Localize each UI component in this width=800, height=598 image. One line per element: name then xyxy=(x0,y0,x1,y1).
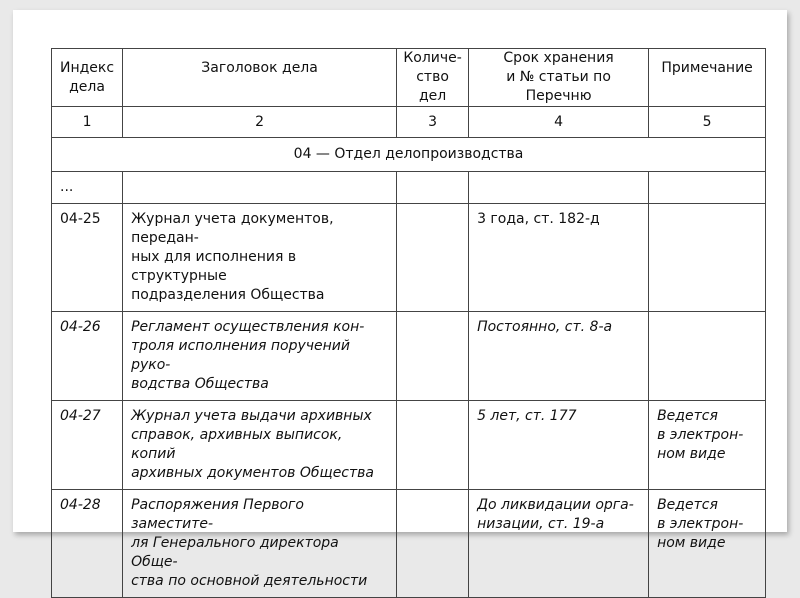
table-row xyxy=(52,312,766,401)
row-index: 04-27 xyxy=(52,401,123,490)
header-note: Примечание xyxy=(649,49,766,107)
row-count xyxy=(397,312,469,401)
row-note xyxy=(649,312,766,401)
column-number: 3 xyxy=(397,107,469,138)
row-title: Распоряжения Первого заместите- ля Генерального директора Обще- ства по основной деятельности xyxy=(123,490,397,598)
row-term: 5 лет, ст. 177 xyxy=(469,401,649,490)
ellipsis: ... xyxy=(52,172,123,204)
row-term: 3 года, ст. 182-д xyxy=(469,204,649,312)
row-term: До ликвидации орга- низации, ст. 19-а xyxy=(469,490,649,598)
row-index: 04-26 xyxy=(52,312,123,401)
table-row xyxy=(52,204,766,312)
ellipsis-row xyxy=(52,172,766,204)
column-number: 4 xyxy=(469,107,649,138)
document-sheet xyxy=(13,10,787,589)
row-note: Ведется в электрон- ном виде xyxy=(649,490,766,598)
column-number: 2 xyxy=(123,107,397,138)
column-number: 1 xyxy=(52,107,123,138)
row-index: 04-28 xyxy=(52,490,123,598)
column-numbers-row xyxy=(52,107,766,138)
row-note: Ведется в электрон- ном виде xyxy=(649,401,766,490)
row-count xyxy=(397,401,469,490)
section-row xyxy=(52,138,766,172)
header-term: Срок хранения и № статьи по Перечню xyxy=(469,49,649,107)
row-title: Регламент осуществления кон- троля исполнения поручений руко- водства Общества xyxy=(123,312,397,401)
section-title: 04 — Отдел делопроизводства xyxy=(52,138,766,172)
header-row xyxy=(52,49,766,107)
row-title: Журнал учета документов, передан- ных для исполнения в структурные подразделения Общества xyxy=(123,204,397,312)
header-title: Заголовок дела xyxy=(123,49,397,107)
row-index: 04-25 xyxy=(52,204,123,312)
row-note xyxy=(649,204,766,312)
row-term: Постоянно, ст. 8-а xyxy=(469,312,649,401)
table-row xyxy=(52,401,766,490)
row-title: Журнал учета выдачи архивных справок, архивных выписок, копий архивных документов Общества xyxy=(123,401,397,490)
header-count: Количе- ство дел xyxy=(397,49,469,107)
nomenclature-table xyxy=(51,48,766,598)
row-count xyxy=(397,204,469,312)
column-number: 5 xyxy=(649,107,766,138)
header-index: Индекс дела xyxy=(52,49,123,107)
